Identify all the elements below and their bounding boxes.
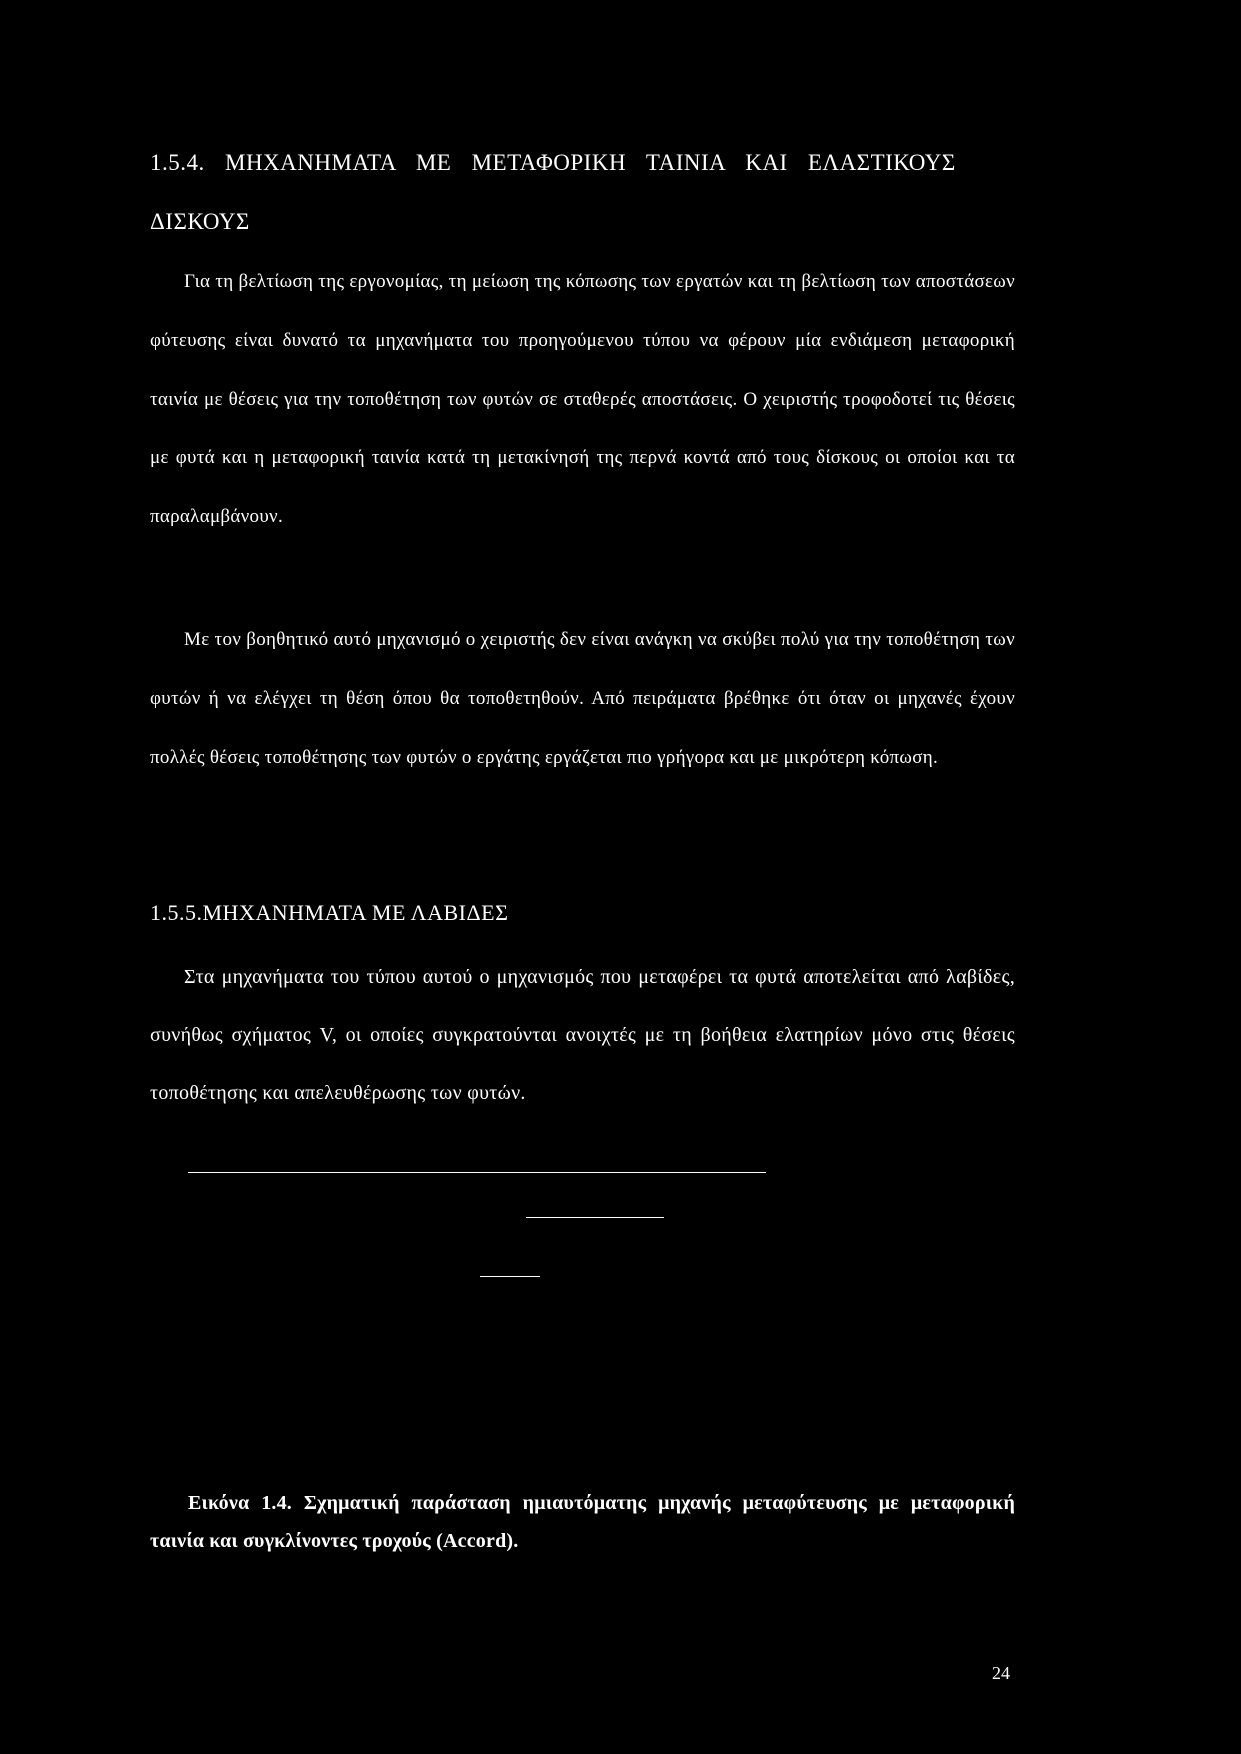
subsection-heading: 1.5.5.ΜΗΧΑΝΗΜΑΤΑ ΜΕ ΛΑΒΙΔΕΣ (150, 900, 509, 925)
page-number: 24 (992, 1663, 1010, 1683)
figure-line (480, 1276, 540, 1277)
body-paragraph: Για τη βελτίωση της εργονομίας, τη μείωση της κόπωσης των εργατών και τη βελτίωση των αποστάσεων φύτευσης είναι δυνατό τα μηχανήματα του προηγούμενου τύπου να φέρουν μία ενδιάμεση μεταφορική ταινία με θέσεις για την τοποθέτηση των φυτών σε σταθερές αποστάσεις. Ο χειριστής τροφοδοτεί τις θέσεις με φυτά και η μεταφορική ταινία κατά τη μετακίνησή της περνά κοντά από τους δίσκους οι οποίοι και τα παραλαμβάνουν. (150, 271, 1015, 528)
figure-line (526, 1217, 664, 1218)
body-paragraph: Με τον βοηθητικό αυτό μηχανισμό ο χειριστής δεν είναι ανάγκη να σκύβει πολύ για την τοποθέτηση των φυτών ή να ελέγχει τη θέση όπου θα τοποθετηθούν. Από πειράματα βρέθηκε ότι όταν οι μηχανές έχουν πολλές θέσεις τοποθέτησης των φυτών ο εργάτης εργάζεται πιο γρήγορα και με μικρότερη κόπωση. (150, 629, 1015, 768)
figure-caption: Εικόνα 1.4. Σχηματική παράσταση ημιαυτόματης μηχανής μεταφύτευσης με μεταφορική ταινία και συγκλίνοντες τροχούς (Accord). (150, 1492, 1015, 1552)
section-heading: 1.5.4. ΜΗΧΑΝΗΜΑΤΑ ΜΕ ΜΕΤΑΦΟΡΙΚΗ ΤΑΙΝΙΑ ΚΑΙ ΕΛΑΣΤΙΚΟΥΣ (150, 150, 956, 175)
figure-line (188, 1172, 766, 1173)
section-heading-continuation: ΔΙΣΚΟΥΣ (150, 209, 250, 234)
body-paragraph: Στα μηχανήματα του τύπου αυτού ο μηχανισμός που μεταφέρει τα φυτά αποτελείται από λαβίδες, συνήθως σχήματος V, οι οποίες συγκρατούνται ανοιχτές με τη βοήθεια ελατηρίων μόνο στις θέσεις τοποθέτησης και απελευθέρωσης των φυτών. (150, 966, 1015, 1104)
